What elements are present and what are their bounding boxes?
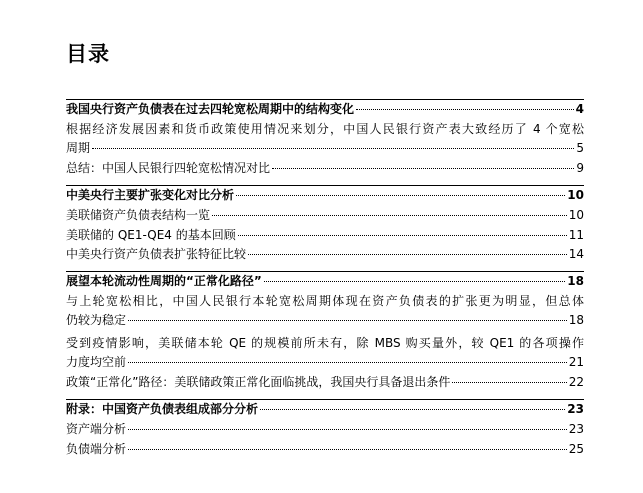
toc-entry[interactable]	[66, 272, 584, 291]
toc-entry-page: 4	[575, 102, 584, 116]
toc-entry-page: 23	[567, 402, 584, 416]
toc-entry-text: 美联储的 QE1-QE4 的基本回顾	[66, 228, 236, 242]
leader-dots	[248, 254, 567, 255]
toc-entry-text: 中美央行资产负债表扩张特征比较	[66, 247, 247, 261]
toc-entry[interactable]	[66, 186, 584, 205]
toc-entry-text: 展望本轮流动性周期的“正常化路径”	[66, 274, 262, 288]
leader-dots	[128, 320, 567, 321]
toc-entry-page: 5	[576, 141, 584, 155]
toc-entry-text: 资产端分析	[66, 422, 127, 436]
toc-entry-text: 附录：中国资产负债表组成部分分析	[66, 402, 259, 416]
toc-entry-page: 25	[568, 442, 584, 456]
toc-entry[interactable]	[66, 226, 584, 245]
toc-entry-page: 18	[567, 274, 584, 288]
leader-dots	[212, 215, 567, 216]
toc-entry-text-line1: 根据经济发展因素和货币政策使用情况来划分，中国人民银行资产表大致经历了 4 个宽松	[66, 122, 584, 136]
toc-entry-text: 美联储资产负债表结构一览	[66, 208, 211, 222]
toc-entry[interactable]	[66, 100, 584, 119]
toc-entry[interactable]	[66, 292, 584, 330]
toc-entry[interactable]	[66, 334, 584, 372]
leader-dots	[236, 195, 565, 196]
toc-entry-text: 总结：中国人民银行四轮宽松情况对比	[66, 161, 271, 175]
toc-entry-page: 9	[576, 161, 584, 175]
toc-entry-text: 中美央行主要扩张变化对比分析	[66, 188, 235, 202]
toc-entry-page: 14	[568, 247, 584, 261]
toc-entry-text: 负债端分析	[66, 442, 127, 456]
toc-entry[interactable]	[66, 120, 584, 158]
toc-entry-page: 18	[568, 313, 584, 327]
leader-dots	[356, 109, 574, 110]
leader-dots	[260, 409, 565, 410]
toc-entry[interactable]	[66, 373, 584, 392]
leader-dots	[264, 281, 566, 282]
toc-entry[interactable]	[66, 245, 584, 264]
toc-title: 目录	[66, 42, 110, 66]
toc-entry-page: 21	[568, 355, 584, 369]
toc-entry-text: 周期	[66, 141, 91, 155]
leader-dots	[238, 235, 567, 236]
toc-entry-page: 23	[568, 422, 584, 436]
toc-entry-text: 力度均空前	[66, 355, 127, 369]
toc-entry-page: 22	[568, 375, 584, 389]
leader-dots	[452, 382, 566, 383]
leader-dots	[128, 449, 567, 450]
toc-entry-page: 10	[567, 188, 584, 202]
toc-entry-text: 仍较为稳定	[66, 313, 127, 327]
toc-entry[interactable]	[66, 440, 584, 459]
toc-entry-text-line1: 与上轮宽松相比，中国人民银行本轮宽松周期体现在资产负债表的扩张更为明显，但总体	[66, 294, 584, 308]
toc-entry[interactable]	[66, 420, 584, 439]
leader-dots	[128, 429, 567, 430]
toc-entry[interactable]	[66, 400, 584, 419]
leader-dots	[92, 148, 574, 149]
toc-entry-text-line1: 受到疫情影响，美联储本轮 QE 的规模前所未有，除 MBS 购买量外，较 QE1 的各项操作	[66, 336, 584, 350]
toc-entry[interactable]	[66, 206, 584, 225]
toc-entry-text: 政策“正常化”路径：美联储政策正常化面临挑战，我国央行具备退出条件	[66, 375, 451, 389]
toc-entry-page: 11	[568, 228, 584, 242]
toc-entry-text: 我国央行资产负债表在过去四轮宽松周期中的结构变化	[66, 102, 355, 116]
leader-dots	[128, 362, 567, 363]
toc-entry[interactable]	[66, 159, 584, 178]
leader-dots	[272, 168, 574, 169]
toc-entry-page: 10	[568, 208, 584, 222]
